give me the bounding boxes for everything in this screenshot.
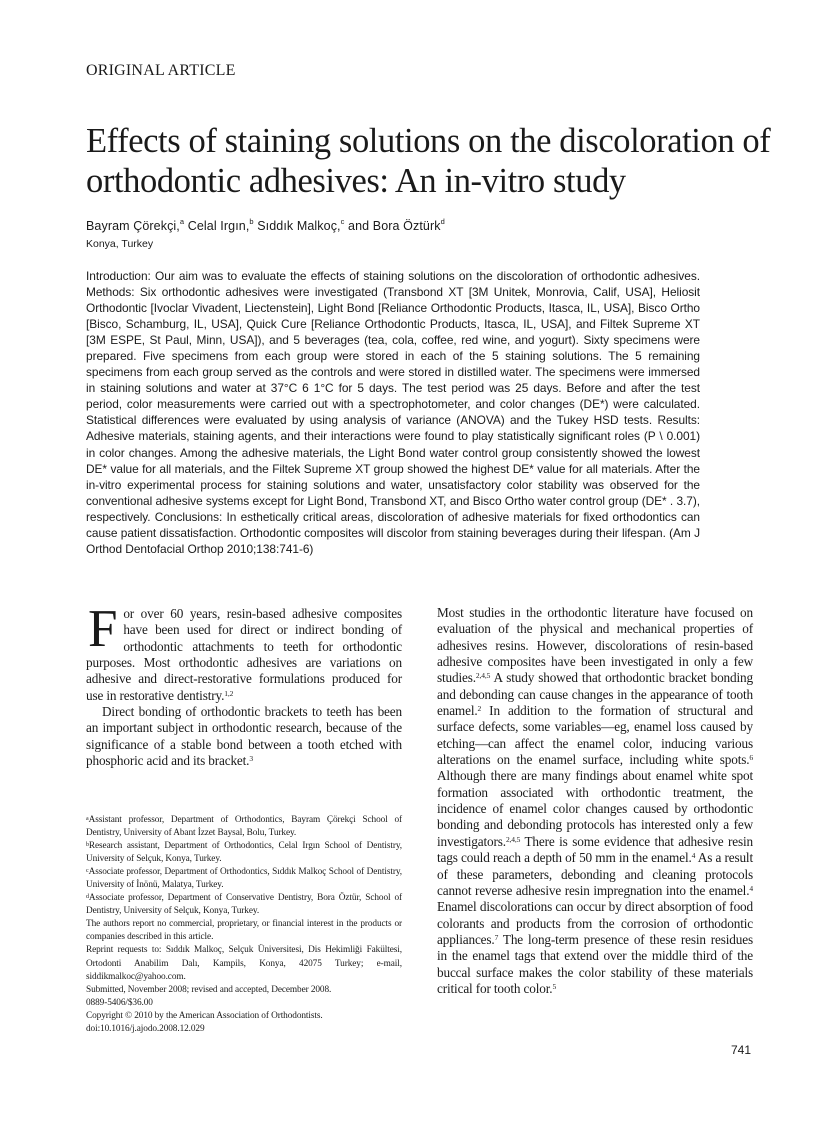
affiliation-mark: c <box>340 217 345 226</box>
body-column-left <box>86 600 402 769</box>
footnote-affiliation-d <box>86 892 402 918</box>
footnote-submitted: Submitted, November 2008; revised and accepted, December 2008. <box>86 984 332 995</box>
sentence-text: A study showed that orthodontic bracket bonding and debonding can cause changes in the appearance of tooth enamel. <box>437 670 753 719</box>
footnote-issn: 0889-5406/$36.00 <box>86 997 153 1008</box>
sentence-text: Enamel discolorations can occur by direct absorption of food colorants and products from the corrosion of orthodontic appliances. <box>437 899 753 947</box>
footnote-affiliation-b <box>86 840 402 866</box>
footnote-affiliation-a <box>86 814 402 840</box>
footnote-mark: c <box>86 868 89 875</box>
footnote-text: Associate professor, Department of Orthodontics, Sıddık Malkoç School of Dentistry, University of İnönü, Malatya, Turkey. <box>86 867 402 891</box>
footnote-text: Assistant professor, Department of Orthodontics, Bayram Çörekçi School of Dentistry, University of Abant İzzet Baysal, Bolu, Turkey. <box>86 815 402 839</box>
sentence-text: The long-term presence of these resin residues in the enamel tags that extend over the middle third of the buccal surface makes the color stability of these materials critical for tooth color. <box>437 931 753 996</box>
citation-ref: 1,2 <box>224 688 234 698</box>
author-name: and Bora Öztürk <box>344 219 441 233</box>
footnote-affiliation-c <box>86 866 402 892</box>
sentence-text: There is some evidence that adhesive resin tags could reach a depth of 50 mm in the enamel. <box>437 833 753 866</box>
footnote-text: Research assistant, Department of Orthodontics, Celal Irgın School of Dentistry, University of Selçuk, Konya, Turkey. <box>86 841 402 865</box>
footnote-mark: a <box>86 816 89 822</box>
affiliation-mark: a <box>179 217 185 226</box>
affiliation-mark: d <box>440 217 445 226</box>
citation-ref: 4 <box>691 851 696 861</box>
citation-ref: 2 <box>477 704 482 714</box>
body-paragraph <box>437 605 753 997</box>
author-name: Bayram Çörekçi, <box>86 219 180 233</box>
body-paragraph <box>86 704 402 769</box>
citation-ref: 2,4,5 <box>475 671 491 681</box>
abstract: Introduction: Our aim was to evaluate the effects of staining solutions on the discoloration of orthodontic adhesives. Methods: Six orthodontic adhesives were investigated (Transbond XT [3M Unitek, Monrovia, Calif, USA], Heliosit Orthodontic [Ivoclar Vivadent, Liectenstein], Light Bond [Reliance Orthodontic Products, Itasca, IL, USA], Bisco Ortho [Bisco, Schamburg, IL, USA], Quick Cure [Reliance Orthodontic Products, Itasca, IL, USA], and Filtek Supreme XT [3M ESPE, St Paul, Minn, USA]), and 5 beverages (tea, cola, coffee, red wine, and yogurt). Sixty specimens were prepared. Five specimens from each group were stored in each of the 5 staining solutions. The 5 remaining specimens from each group served as the controls and were stored in distilled water. The specimens were immersed in staining solutions and water at 37°C 6 1°C for 5 days. The test period was 25 days. Before and after the test period, color measurements were carried out with a spectrophotometer, and color changes (DE*) were calculated. Statistical differences were evaluated by using analysis of variance (ANOVA) and the Tukey HSD tests. Results: Adhesive materials, staining agents, and their interactions were found to play statistically significant roles (P \ 0.001) in color changes. Among the adhesive materials, the Light Bond water control group consistently showed the lowest DE* value for all materials, and the Filtek Supreme XT group showed the highest DE* value for all materials. After the in-vitro experimental process for staining solutions and water, unsatisfactory color stability was observed for the conventional adhesive systems except for Light Bond, Transbond XT, and Bisco Ortho water control group (DE* . 3.7), respectively. Conclusions: In esthetically critical areas, discoloration of adhesive materials for fixed orthodontics can cause patient dissatisfaction. Orthodontic composites will discolor from staining beverages during their lifespan. (Am J Orthod Dentofacial Orthop 2010;138:741-6) <box>86 269 700 556</box>
page-number: 741 <box>731 1043 752 1057</box>
sentence-text: Most studies in the orthodontic literature have focused on evaluation of the physical and mechanical properties of adhesives resins. However, discolorations of resin-based adhesive composites have been investigated in only a few studies. <box>437 605 753 686</box>
footnote-doi: doi:10.1016/j.ajodo.2008.12.029 <box>86 1023 205 1034</box>
footnote-mark: d <box>86 894 89 901</box>
section-label: ORIGINAL ARTICLE <box>86 62 236 79</box>
sentence-text: Although there are many findings about enamel white spot formation associated with orthodontic treatment, the incidence of enamel color changes caused by orthodontic bonding and debonding protocols has interested only a few investigators. <box>437 768 753 849</box>
drop-cap: F <box>88 600 118 658</box>
footnotes <box>86 814 402 1036</box>
footnote-reprint: Reprint requests to: Sıddık Malkoç, Selçuk Üniversitesi, Dis Hekimliği Fakültesi, Ortodonti Anabilim Dalı, Kampils, Konya, 42075 Turkey; e-mail, siddikmalkoc@yahoo.com. <box>86 945 402 982</box>
citation-ref: 5 <box>552 981 557 991</box>
citation-ref: 2,4,5 <box>505 834 521 844</box>
footnote-mark: b <box>86 842 89 849</box>
footnote-disclosure: The authors report no commercial, proprietary, or financial interest in the products or companies described in this article. <box>86 919 402 943</box>
paragraph-text: or over 60 years, resin-based adhesive composites have been used for direct or indirect bonding of orthodontic attachments to teeth for orthodontic purposes. Most orthodontic adhesives are variations on adhesive and direct-restorative formulations produced for use in restorative dentistry. <box>86 606 402 703</box>
paragraph-text: Direct bonding of orthodontic brackets to teeth has been an important subject in orthodontic research, because of the significance of a stable bond between a tooth etched with phosphoric acid and its bracket. <box>86 704 402 769</box>
citation-ref: 6 <box>749 753 753 763</box>
citation-ref: 7 <box>494 932 499 942</box>
author-name: Celal Irgın, <box>184 219 250 233</box>
author-location: Konya, Turkey <box>86 238 154 250</box>
body-column-right <box>437 605 753 997</box>
citation-ref: 4 <box>749 883 753 893</box>
footnote-copyright: Copyright © 2010 by the American Association of Orthodontists. <box>86 1010 323 1021</box>
author-name: Sıddık Malkoç, <box>253 219 341 233</box>
author-line <box>86 219 445 233</box>
affiliation-mark: b <box>249 217 254 226</box>
footnote-text: Associate professor, Department of Conservative Dentistry, Bora Öztür, School of Dentistry, University of Selçuk, Konya, Turkey. <box>86 893 402 917</box>
article-title: Effects of staining solutions on the discoloration of orthodontic adhesives: An in-vitro study <box>86 122 771 200</box>
sentence-text: In addition to the formation of structural and surface defects, some variables—eg, enamel loss caused by etching—can affect the enamel color, inducing various alterations on the enamel surface, including white spots. <box>437 703 753 768</box>
sentence-text: As a result of these parameters, debonding and cleaning protocols cannot reverse adhesive resin impregnation into the enamel. <box>437 850 753 898</box>
body-paragraph <box>86 600 402 704</box>
citation-ref: 3 <box>249 754 253 764</box>
